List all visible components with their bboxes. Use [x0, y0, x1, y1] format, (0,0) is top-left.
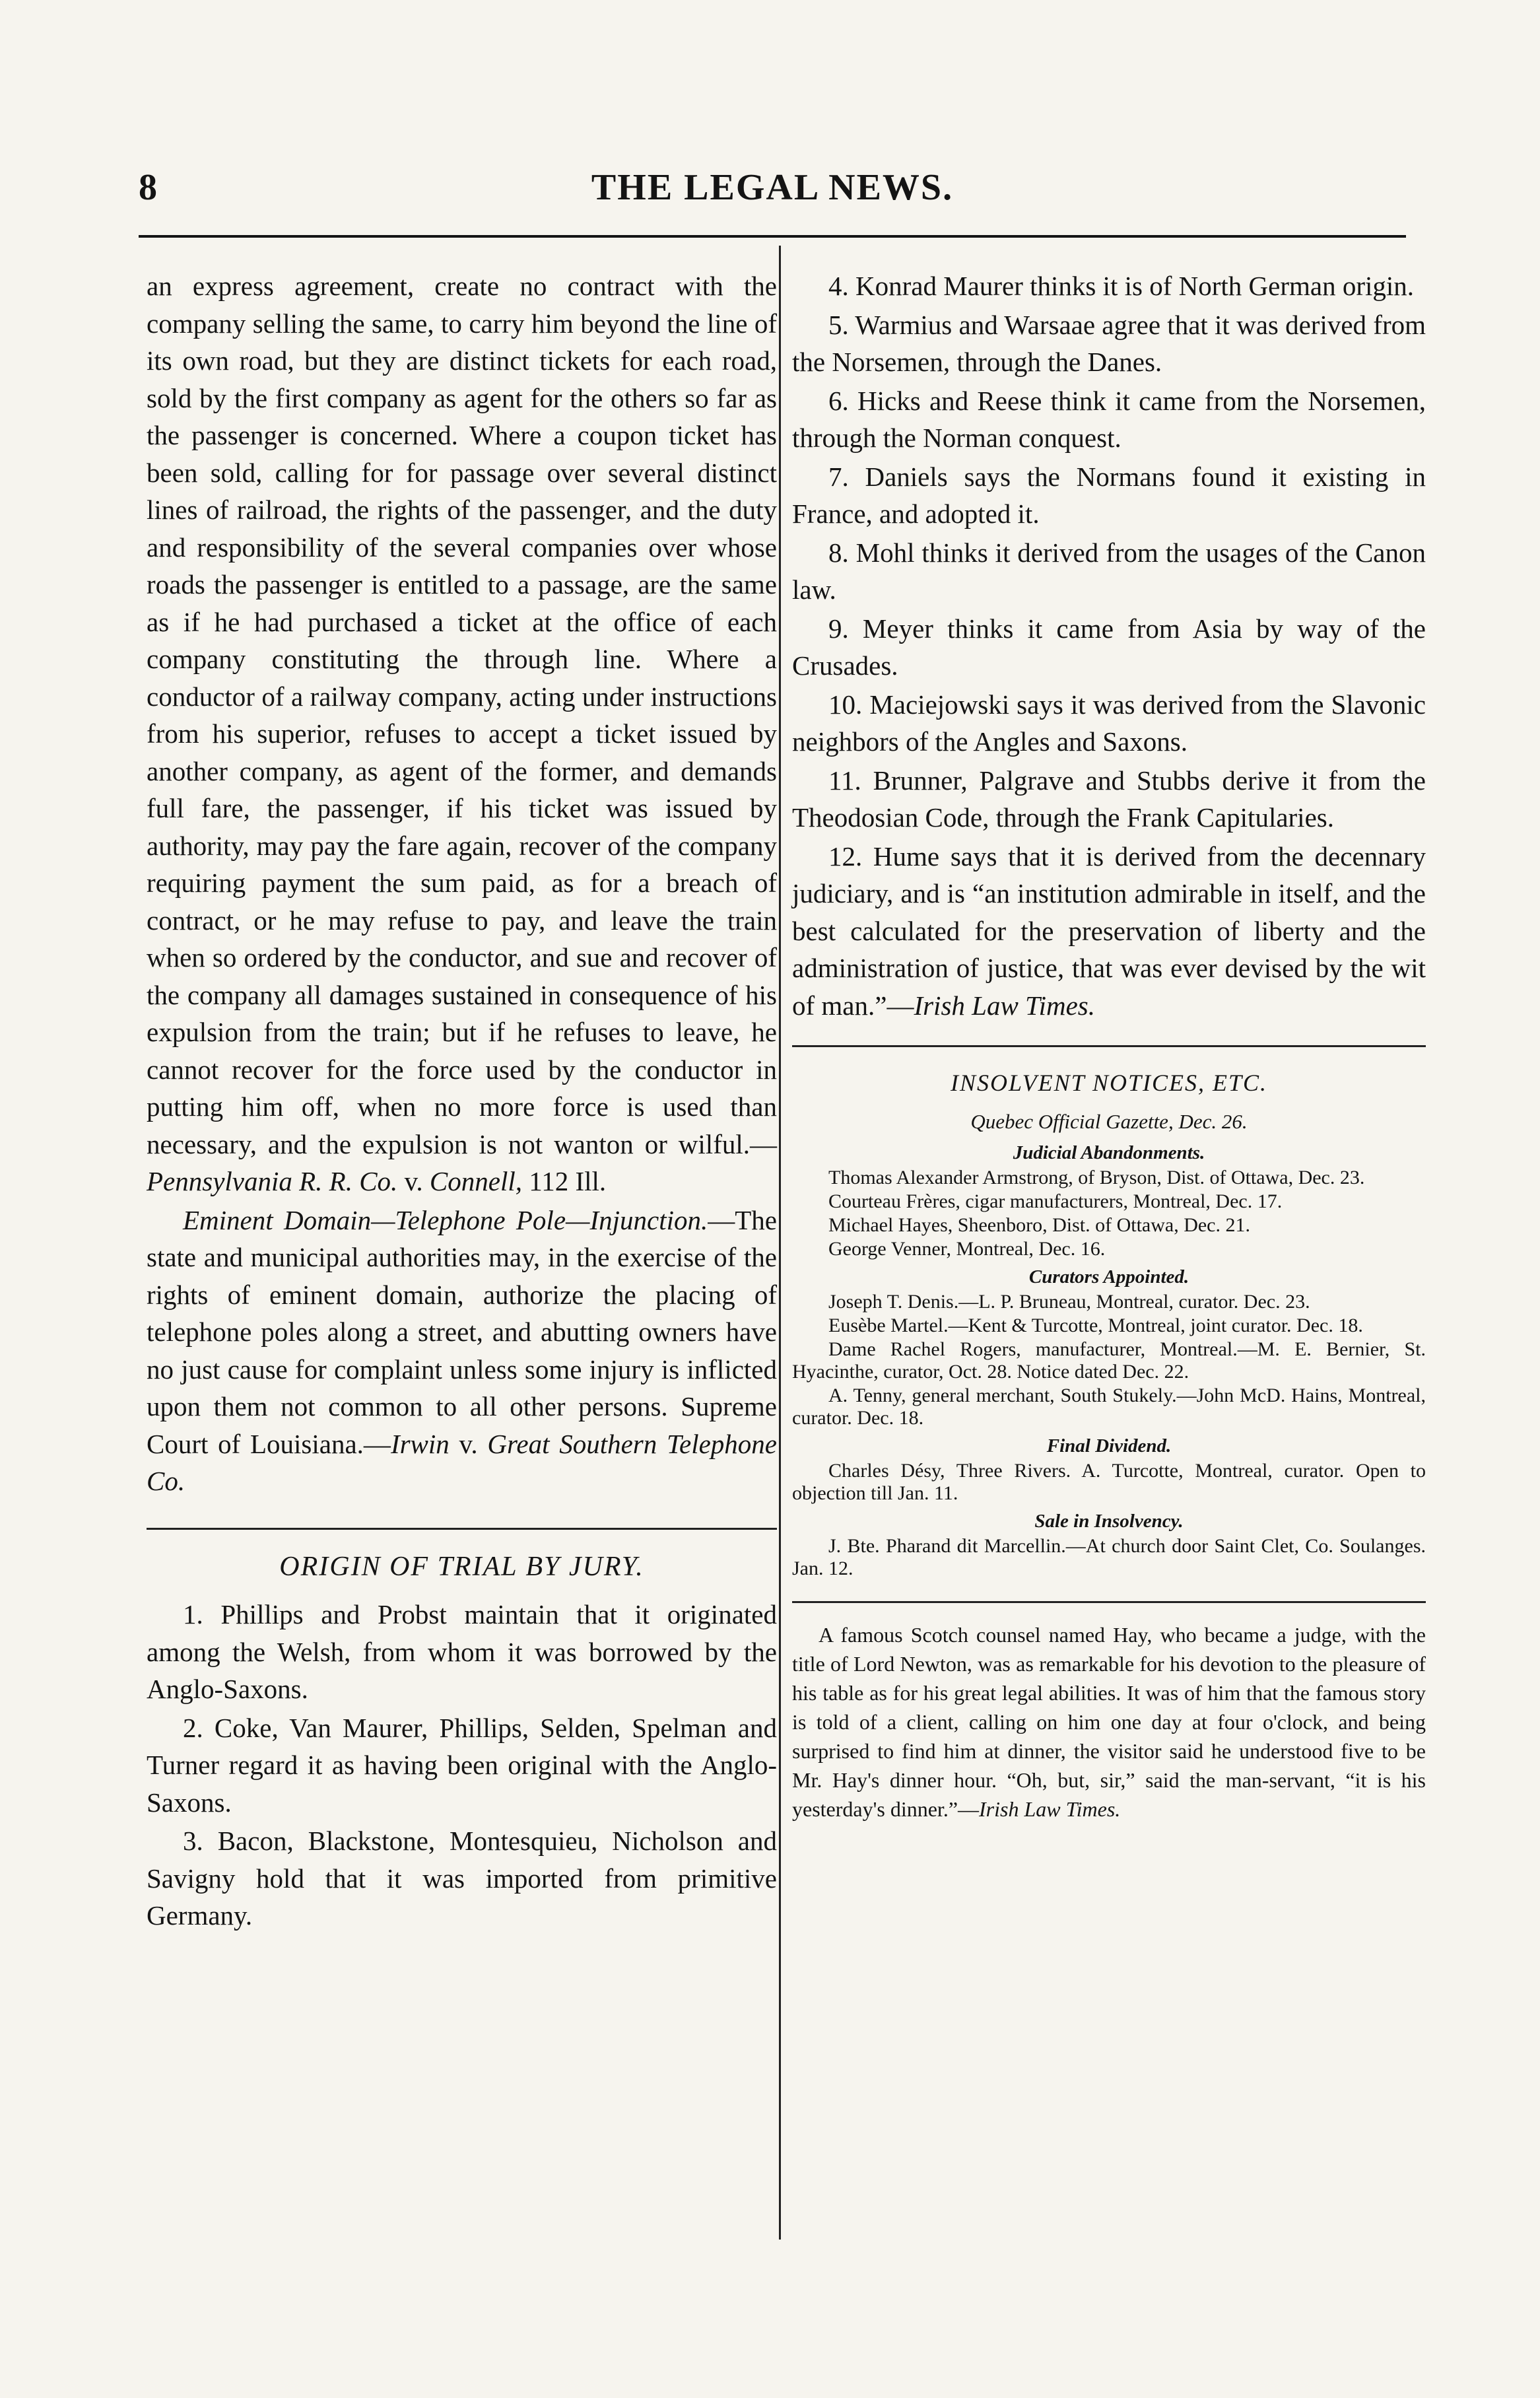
paragraph-heading: Eminent Domain—Telephone Pole—Injunction. — [183, 1204, 708, 1235]
section-title: ORIGIN OF TRIAL BY JURY. — [147, 1528, 777, 1586]
list-item: 8. Mohl thinks it derived from the usages of the Canon law. — [792, 537, 1426, 605]
list-item: 7. Daniels says the Normans found it existing in France, and adopted it. — [792, 461, 1426, 529]
notice-entry: George Venner, Montreal, Dec. 16. — [828, 1237, 1106, 1260]
case-name: Connell, — [429, 1166, 522, 1196]
case-name: Pennsylvania R. R. Co. — [147, 1166, 398, 1196]
notice-entry: Eusèbe Martel.—Kent & Turcotte, Montreal, joint curator. Dec. 18. — [828, 1314, 1363, 1336]
notice-entry: Thomas Alexander Armstrong, of Bryson, Dist. of Ottawa, Dec. 23. — [828, 1166, 1365, 1188]
source-citation: Irish Law Times. — [914, 990, 1096, 1021]
notice-subheading: Sale in Insolvency. — [1034, 1510, 1184, 1532]
case-name: Great Southern Telephone Co. — [147, 1428, 777, 1496]
eminent-domain-paragraph: Eminent Domain—Telephone Pole—Injunction.—The state and municipal authorities may, in the exercise of the rights of eminent domain, authorize the placing of telephone poles along a street, and abutting owners have no just cause for complaint unless some injury is inflicted upon them not common to all other persons. Supreme Court of Louisiana.—Irwin v. Great Southern Telephone Co. — [147, 1204, 777, 1496]
list-item: 11. Brunner, Palgrave and Stubbs derive it from the Theodosian Code, through the Frank Capitularies. — [792, 765, 1426, 833]
notice-subheading: Final Dividend. — [1046, 1435, 1172, 1456]
header-rule — [139, 235, 1406, 238]
page-number: 8 — [139, 167, 157, 208]
notice-entry: Courteau Frères, cigar manufacturers, Montreal, Dec. 17. — [828, 1190, 1283, 1212]
notice-entry: Charles Désy, Three Rivers. A. Turcotte, Montreal, curator. Open to objection till Jan. 11. — [792, 1459, 1426, 1504]
page-header — [139, 166, 1406, 219]
notice-entry: A. Tenny, general merchant, South Stukely.—John McD. Hains, Montreal, curator. Dec. 18. — [792, 1384, 1426, 1429]
list-item: 9. Meyer thinks it came from Asia by way of the Crusades. — [792, 613, 1426, 681]
case-name: Irwin — [390, 1428, 450, 1459]
list-item: 3. Bacon, Blackstone, Montesquieu, Nicholson and Savigny hold that it was imported from primitive Germany. — [147, 1826, 777, 1931]
list-item: 2. Coke, Van Maurer, Phillips, Selden, Spelman and Turner regard it as having been original with the Anglo-Saxons. — [147, 1712, 777, 1818]
anecdote-paragraph: A famous Scotch counsel named Hay, who became a judge, with the title of Lord Newton, was as remarkable for his devotion to the pleasure of his table as for his great legal abilities. It was of him that the famous story is told of a client, calling on him one day at four o'clock, and being surprised to find him at dinner, the visitor said he understood five to be Mr. Hay's dinner hour. “Oh, but, sir,” said the man-servant, “it is his yesterday's dinner.”—Irish Law Times. — [792, 1601, 1426, 1824]
list-item: 4. Konrad Maurer thinks it is of North German origin. — [828, 271, 1415, 301]
list-item: 12. Hume says that it is derived from the decennary judiciary, and is “an institution admirable in itself, and the best calculated for the preservation of liberty and the administration of justice, that was ever devised by the wit of man.”—Irish Law Times. — [792, 840, 1426, 1021]
notice-entry: Dame Rachel Rogers, manufacturer, Montreal.—M. E. Bernier, St. Hyacinthe, curator, Oct. 28. Notice dated Dec. 22. — [792, 1338, 1426, 1383]
source-citation: Irish Law Times. — [979, 1797, 1121, 1821]
notice-subheading: Curators Appointed. — [1028, 1266, 1189, 1287]
railway-ticket-paragraph: an express agreement, create no contract with the company selling the same, to carry him beyond the line of its own road, but they are distinct tickets for each road, sold by the first company as agent for the others so far as the passenger is concerned. Where a coupon ticket has been sold, calling for for passage over several distinct lines of railroad, the rights of the passenger, and the duty and responsibility of the several companies over whose roads the passenger is entitled to a passage, are the same as if he had purchased a ticket at the office of each company constituting the through line. Where a conductor of a railway company, acting under instructions from his superior, refuses to accept a ticket issued by another company, as agent of the former, and demands full fare, the passenger, if his ticket was issued by authority, may pay the fare again, recover of the company requiring payment the sum paid, as for a breach of contract, or he may refuse to pay, and leave the train when so ordered by the conductor, and sue and recover of the company all damages sustained in consequence of his expulsion from the train; but if he refuses to leave, he cannot recover for the force used by the conductor in putting him off, when no more force is used than necessary, and the expulsion is not wanton or wilful.—Pennsylvania R. R. Co. v. Connell, 112 Ill. — [147, 271, 777, 1196]
right-column — [792, 267, 1426, 1824]
notice-entry: Joseph T. Denis.—L. P. Bruneau, Montreal, curator. Dec. 23. — [828, 1290, 1310, 1313]
list-item: 5. Warmius and Warsaae agree that it was derived from the Norsemen, through the Danes. — [792, 309, 1426, 377]
running-title: THE LEGAL NEWS. — [591, 167, 954, 208]
notices-source: Quebec Official Gazette, Dec. 26. — [970, 1109, 1248, 1133]
column-divider — [779, 246, 781, 2240]
notice-entry: Michael Hayes, Sheenboro, Dist. of Ottawa, Dec. 21. — [828, 1214, 1250, 1236]
list-item: 10. Maciejowski says it was derived from the Slavonic neighbors of the Angles and Saxons. — [792, 689, 1426, 757]
notice-subheading: Judicial Abandonments. — [1013, 1142, 1205, 1163]
notices-title: INSOLVENT NOTICES, ETC. — [792, 1045, 1426, 1102]
left-column — [147, 267, 777, 1935]
list-item: 6. Hicks and Reese think it came from the Norsemen, through the Norman conquest. — [792, 385, 1426, 453]
notice-entry: J. Bte. Pharand dit Marcellin.—At church door Saint Clet, Co. Soulanges. Jan. 12. — [792, 1534, 1426, 1579]
list-item: 1. Phillips and Probst maintain that it originated among the Welsh, from whom it was borrowed by the Anglo-Saxons. — [147, 1599, 777, 1704]
